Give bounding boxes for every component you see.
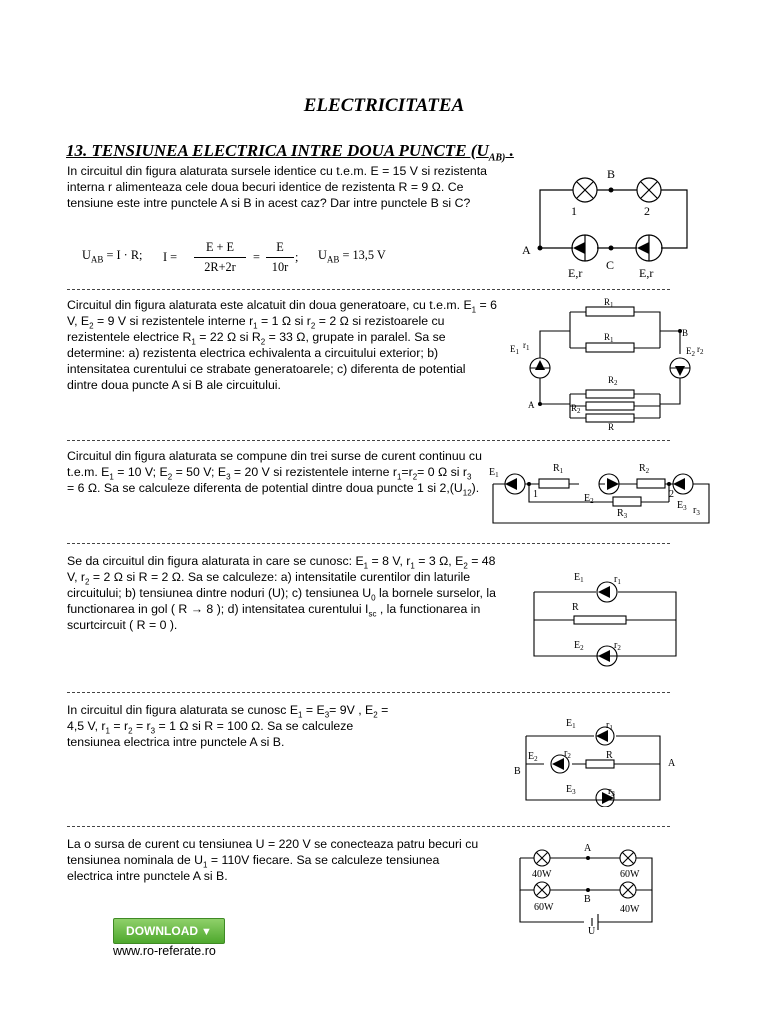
svg-text:A: A xyxy=(668,758,676,769)
problem-1-text: In circuitul din figura alaturata sursele identice cu t.e.m. E = 15 V si rezistenta interna r alimenteaza cele doua becuri identice de rezistenta R = 9 Ω. Ce tensiune este intre punctele A si B in acest caz? Dar intre punctele B si C? xyxy=(67,164,488,210)
divider xyxy=(67,826,670,827)
svg-text:r1: $r_1$ xyxy=(523,340,530,352)
svg-text:r1: $r_1$ xyxy=(614,574,621,586)
svg-text:E2: $E_2$ xyxy=(686,346,695,358)
page-title: ELECTRICITATEA xyxy=(303,95,465,116)
svg-text:R1: $R_1$ xyxy=(553,463,564,475)
formula-i: I = xyxy=(163,250,178,264)
svg-text:E,r: E,r xyxy=(639,266,654,280)
figure-1-circuit xyxy=(515,165,700,280)
svg-text:E2: $E_2$ xyxy=(584,493,594,505)
figure-3-circuit xyxy=(487,458,715,530)
svg-text:R1: $R_1$ xyxy=(604,332,614,344)
formula-semicolon: ; xyxy=(295,250,299,264)
svg-text:1: 1 xyxy=(533,489,538,500)
svg-text:40W: 40W xyxy=(532,869,552,880)
svg-text:2: 2 xyxy=(669,489,674,500)
svg-text:40W: 40W xyxy=(620,904,640,915)
svg-text:B: B xyxy=(514,766,521,777)
svg-text:R2: $R_2$ xyxy=(571,403,581,415)
svg-text:E1: $E_1$ xyxy=(574,572,584,584)
svg-text:r3: $r_3$ xyxy=(608,786,615,798)
svg-text:E2: $E_2$ xyxy=(574,640,584,652)
svg-text:B: B xyxy=(607,167,616,181)
download-button[interactable]: DOWNLOAD ▼ xyxy=(113,918,225,944)
divider xyxy=(67,692,670,693)
svg-text:E2: $E_2$ xyxy=(528,751,538,763)
figure-4-circuit xyxy=(530,568,680,668)
section-heading: 13. TENSIUNEA ELECTRICA INTRE DOUA PUNCTE ($U_{AB)}$ . xyxy=(66,141,514,164)
svg-text:R2: $R_2$ xyxy=(608,375,618,387)
svg-text:R: R xyxy=(572,602,579,613)
problem-4-text: Se da circuitul din figura alaturata in care se cunosc: $E_1 = 8$ V, $r_1 = 3$ Ω, $E_2 = 48$ V, $r_2 = 2$ Ω si R = 2 Ω. Sa se calculeze: a) intensitatile curentilor din laturile circuitului; b) tensiunea dintre noduri (U); c) tensiunea $U_0$ la bornele surselor, la functionarea in gol ( R → 8 ); d) intensitatea curentului $I_{sc}$ , la functionarea in scurtcircuit ( R = 0 ). xyxy=(67,554,496,632)
svg-text:60W: 60W xyxy=(620,869,640,880)
figure-6-circuit xyxy=(508,840,668,936)
problem-5-text: In circuitul din figura alaturata se cunosc $E_1 = E_3= 9V$ , $E_2 = 4,5$ V, $r_1 = r_2 = r_3 = 1$ Ω si R = 100 Ω. Sa se calculeze tensiunea electrica intre punctele A si B. xyxy=(67,703,389,749)
chevron-double-down-icon: ▼ xyxy=(201,926,212,938)
svg-text:E3: $E_3$ xyxy=(566,784,576,796)
formula-fraction-2: E 10r xyxy=(266,240,294,275)
svg-text:R2: $R_2$ xyxy=(639,463,650,475)
divider xyxy=(67,543,670,544)
formula-uab: $U_{AB} = I \cdot R$; xyxy=(82,248,143,265)
svg-text:B: B xyxy=(682,328,689,338)
svg-text:E3: $E_3$ xyxy=(677,500,687,512)
svg-text:r2: $r_2$ xyxy=(564,748,571,760)
figure-2-circuit xyxy=(508,296,708,431)
svg-text:r3: $r_3$ xyxy=(693,505,700,517)
problem-3-text: Circuitul din figura alaturata se compune din trei surse de curent continuu cu t.e.m. $E_1 = 10$ V; $E_2 = 50$ V; $E_3 = 20$ V si rezistentele interne $r_1=r_2= 0$ Ω si $r_3 = 6$ Ω. Sa se calculeze diferenta de potential dintre doua puncte 1 si $2,(U_{12})$. xyxy=(67,449,482,498)
svg-text:A: A xyxy=(522,243,531,257)
svg-text:60W: 60W xyxy=(534,902,554,913)
divider xyxy=(67,440,670,441)
svg-text:B: B xyxy=(584,894,591,905)
svg-text:R1: $R_1$ xyxy=(604,297,614,309)
svg-text:r1: $r_1$ xyxy=(606,720,613,732)
svg-text:r2: $r_2$ xyxy=(614,640,621,652)
svg-text:E,r: E,r xyxy=(568,266,583,280)
svg-text:A: A xyxy=(528,400,535,410)
svg-text:R: R xyxy=(608,422,615,431)
svg-text:E1: $E_1$ xyxy=(489,467,499,479)
svg-text:R: R xyxy=(606,750,613,761)
svg-text:r2: $r_2$ xyxy=(697,344,704,356)
svg-text:E1: $E_1$ xyxy=(566,718,576,730)
problem-2-text: Circuitul din figura alaturata este alcatuit din doua generatoare, cu t.e.m. $E_1 = 6$ V, $E_2 = 9$ V si rezistentele interne $r_1 = 1$ Ω si $r_2 = 2$ Ω si rezistoarele cu rezistentele electrice $R_1 = 22$ Ω si $R_2 = 33$ Ω, grupate in paralel. Sa se determine: a) rezistenta electrica echivalenta a circuitului exterior; b) intensitatea curentului ce strabate generatoarele; c) diferenta de potential dintre doua puncte A si B ale circuitului. xyxy=(67,298,497,392)
svg-text:2: 2 xyxy=(644,204,650,218)
svg-text:A: A xyxy=(584,843,592,854)
formula-fraction-1: E + E 2R+2r xyxy=(194,240,246,275)
formula-result: $U_{AB} = 13,5$ V xyxy=(318,248,386,265)
site-url[interactable]: www.ro-referate.ro xyxy=(113,944,216,958)
svg-text:R3: $R_3$ xyxy=(617,508,628,520)
formula-equals: = xyxy=(253,250,260,264)
divider xyxy=(67,289,670,290)
svg-text:U: U xyxy=(588,926,596,936)
problem-6-text: La o sursa de curent cu tensiunea U = 220 V se conecteaza patru becuri cu tensiunea nominala de $U_1 = 110V$ fiecare. Sa se calculeze tensiunea electrica intre punctele A si B. xyxy=(67,837,479,883)
svg-text:1: 1 xyxy=(571,204,577,218)
figure-5-circuit xyxy=(510,712,685,807)
svg-text:C: C xyxy=(606,258,615,272)
svg-text:E1: $E_1$ xyxy=(510,344,519,356)
